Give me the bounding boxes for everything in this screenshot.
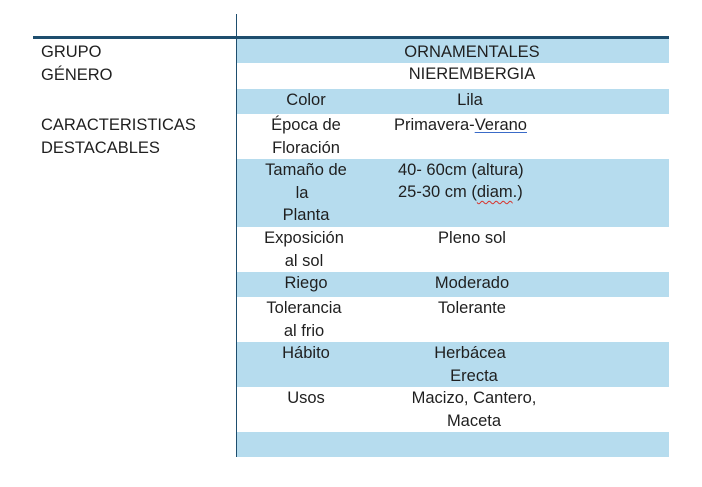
label-exposicion bbox=[244, 227, 364, 272]
value-grupo: ORNAMENTALES bbox=[404, 43, 540, 61]
value-color: Lila bbox=[457, 91, 483, 109]
value-riego: Moderado bbox=[434, 274, 510, 292]
value-floracion bbox=[394, 114, 527, 137]
table-top-border bbox=[33, 36, 669, 39]
value-floracion-b: Verano bbox=[474, 116, 527, 134]
label-exposicion-line1: Exposición bbox=[264, 229, 344, 247]
value-floracion-a: Primavera- bbox=[394, 116, 475, 134]
table-column-divider bbox=[236, 14, 237, 457]
label-floracion-line2: Floración bbox=[272, 138, 340, 157]
label-habito: Hábito bbox=[282, 344, 330, 362]
label-tamano-line2: la bbox=[295, 183, 309, 202]
label-destacables: DESTACABLES bbox=[41, 139, 160, 157]
value-tamano-line2-a: 25-30 cm ( bbox=[398, 183, 477, 201]
label-tamano-line1: Tamaño de bbox=[265, 161, 347, 179]
value-genero: NIEREMBERGIA bbox=[408, 65, 536, 83]
value-usos bbox=[384, 387, 564, 432]
value-tamano-line2-c: .) bbox=[512, 183, 523, 201]
value-habito-line2: Erecta bbox=[450, 366, 498, 385]
label-tolerancia-line2: al frio bbox=[283, 321, 325, 340]
band-bottom bbox=[237, 432, 669, 457]
label-tolerancia bbox=[244, 297, 364, 342]
label-tolerancia-line1: Tolerancia bbox=[266, 299, 342, 317]
label-usos: Usos bbox=[287, 389, 325, 407]
label-genero: GÉNERO bbox=[41, 66, 113, 84]
value-habito bbox=[390, 342, 550, 387]
value-tamano-line2-b: diam bbox=[476, 183, 513, 201]
label-exposicion-line2: al sol bbox=[284, 251, 324, 270]
label-color: Color bbox=[286, 91, 326, 109]
value-usos-line1: Macizo, Cantero, bbox=[411, 389, 537, 407]
value-tolerancia: Tolerante bbox=[438, 299, 506, 317]
label-tamano-line3: Planta bbox=[282, 206, 330, 224]
value-exposicion: Pleno sol bbox=[438, 229, 506, 247]
label-tamano bbox=[246, 159, 366, 227]
label-floracion-line1: Época de bbox=[271, 116, 341, 134]
label-caracteristicas: CARACTERISTICAS bbox=[41, 116, 196, 134]
label-floracion bbox=[246, 114, 366, 159]
label-grupo: GRUPO bbox=[41, 43, 102, 61]
value-tamano-line2 bbox=[398, 181, 523, 204]
label-riego: Riego bbox=[284, 274, 328, 292]
value-usos-line2: Maceta bbox=[446, 411, 502, 430]
value-habito-line1: Herbácea bbox=[434, 344, 506, 362]
value-tamano-line1: 40- 60cm (altura) bbox=[398, 161, 524, 179]
